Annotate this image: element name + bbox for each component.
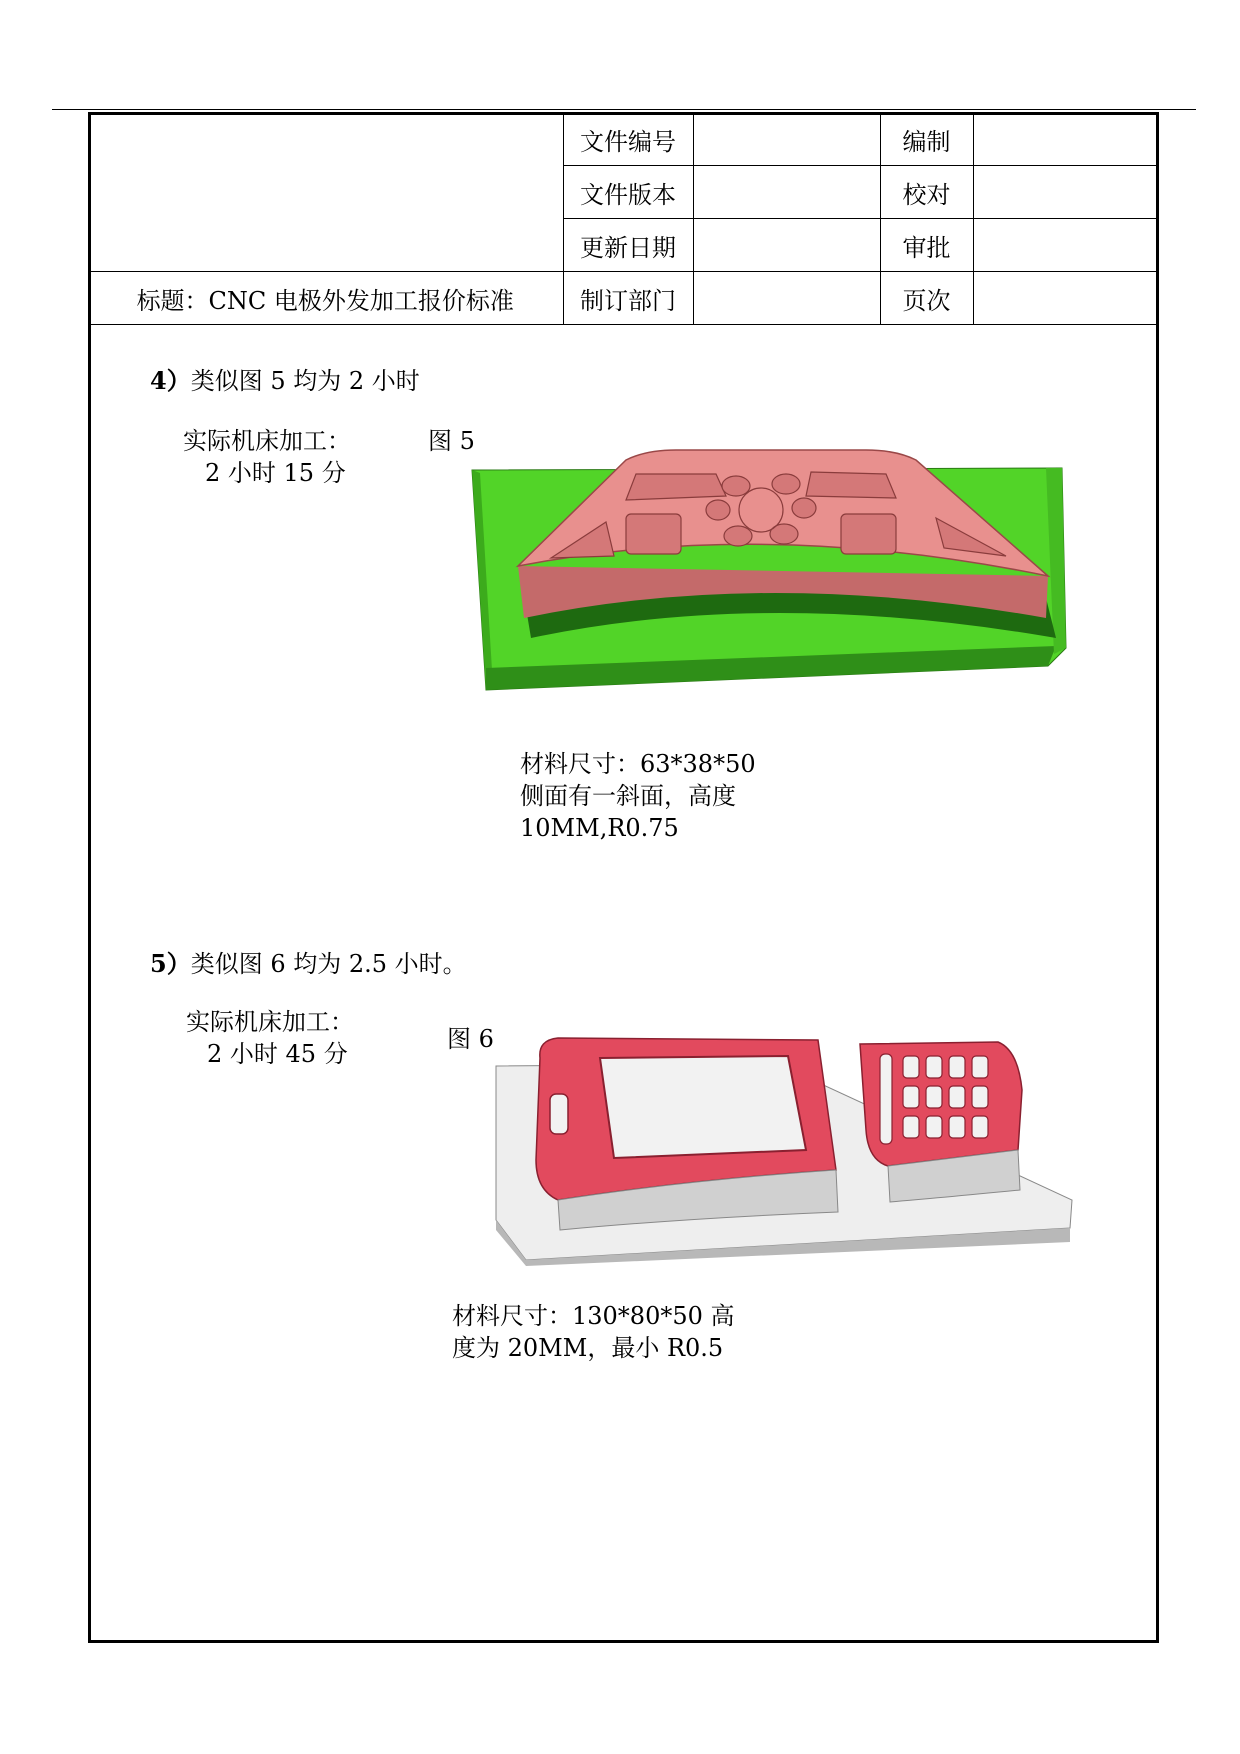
section4-desc-line1: 材料尺寸：63*38*50 <box>520 750 756 778</box>
value-update-date <box>693 219 880 272</box>
section4-actual-label: 实际机床加工： <box>183 427 351 455</box>
section5-number: 5） <box>150 949 191 978</box>
section4-desc-line3: 10MM,R0.75 <box>520 814 679 842</box>
section5-heading-text: 类似图 6 均为 2.5 小时。 <box>190 950 467 978</box>
section5-actual-time: 2 小时 45 分 <box>207 1040 348 1068</box>
section4-number: 4） <box>150 366 191 395</box>
section4-heading <box>150 365 420 397</box>
section5-desc-line2: 度为 20MM，最小 R0.5 <box>452 1334 724 1362</box>
header-blank <box>88 113 563 272</box>
section5-actual-label: 实际机床加工： <box>186 1008 354 1036</box>
header-table <box>88 112 1159 325</box>
document-title: 标题：CNC 电极外发加工报价标准 <box>88 272 563 325</box>
label-department: 制订部门 <box>563 272 693 325</box>
page-frame <box>88 112 1159 1643</box>
section5-heading <box>150 948 467 980</box>
value-compiled <box>973 113 1159 166</box>
top-rule <box>52 109 1196 110</box>
figure6-image <box>488 1030 1088 1266</box>
section5-desc-line1: 材料尺寸：130*80*50 高 <box>452 1302 735 1330</box>
value-checked <box>973 166 1159 219</box>
label-doc-version: 文件版本 <box>563 166 693 219</box>
label-compiled: 编制 <box>880 113 973 166</box>
section4-actual-time: 2 小时 15 分 <box>205 459 346 487</box>
value-doc-version <box>693 166 880 219</box>
label-approved: 审批 <box>880 219 973 272</box>
label-checked: 校对 <box>880 166 973 219</box>
figure6-label: 图 6 <box>447 1025 494 1053</box>
value-department <box>693 272 880 325</box>
label-doc-number: 文件编号 <box>563 113 693 166</box>
figure5-image <box>466 448 1086 710</box>
label-update-date: 更新日期 <box>563 219 693 272</box>
value-doc-number <box>693 113 880 166</box>
section4-heading-text: 类似图 5 均为 2 小时 <box>190 367 420 395</box>
section4-desc-line2: 侧面有一斜面，高度 <box>520 782 736 810</box>
figure5-label: 图 5 <box>428 427 475 455</box>
value-approved <box>973 219 1159 272</box>
value-page <box>973 272 1159 325</box>
label-page: 页次 <box>880 272 973 325</box>
